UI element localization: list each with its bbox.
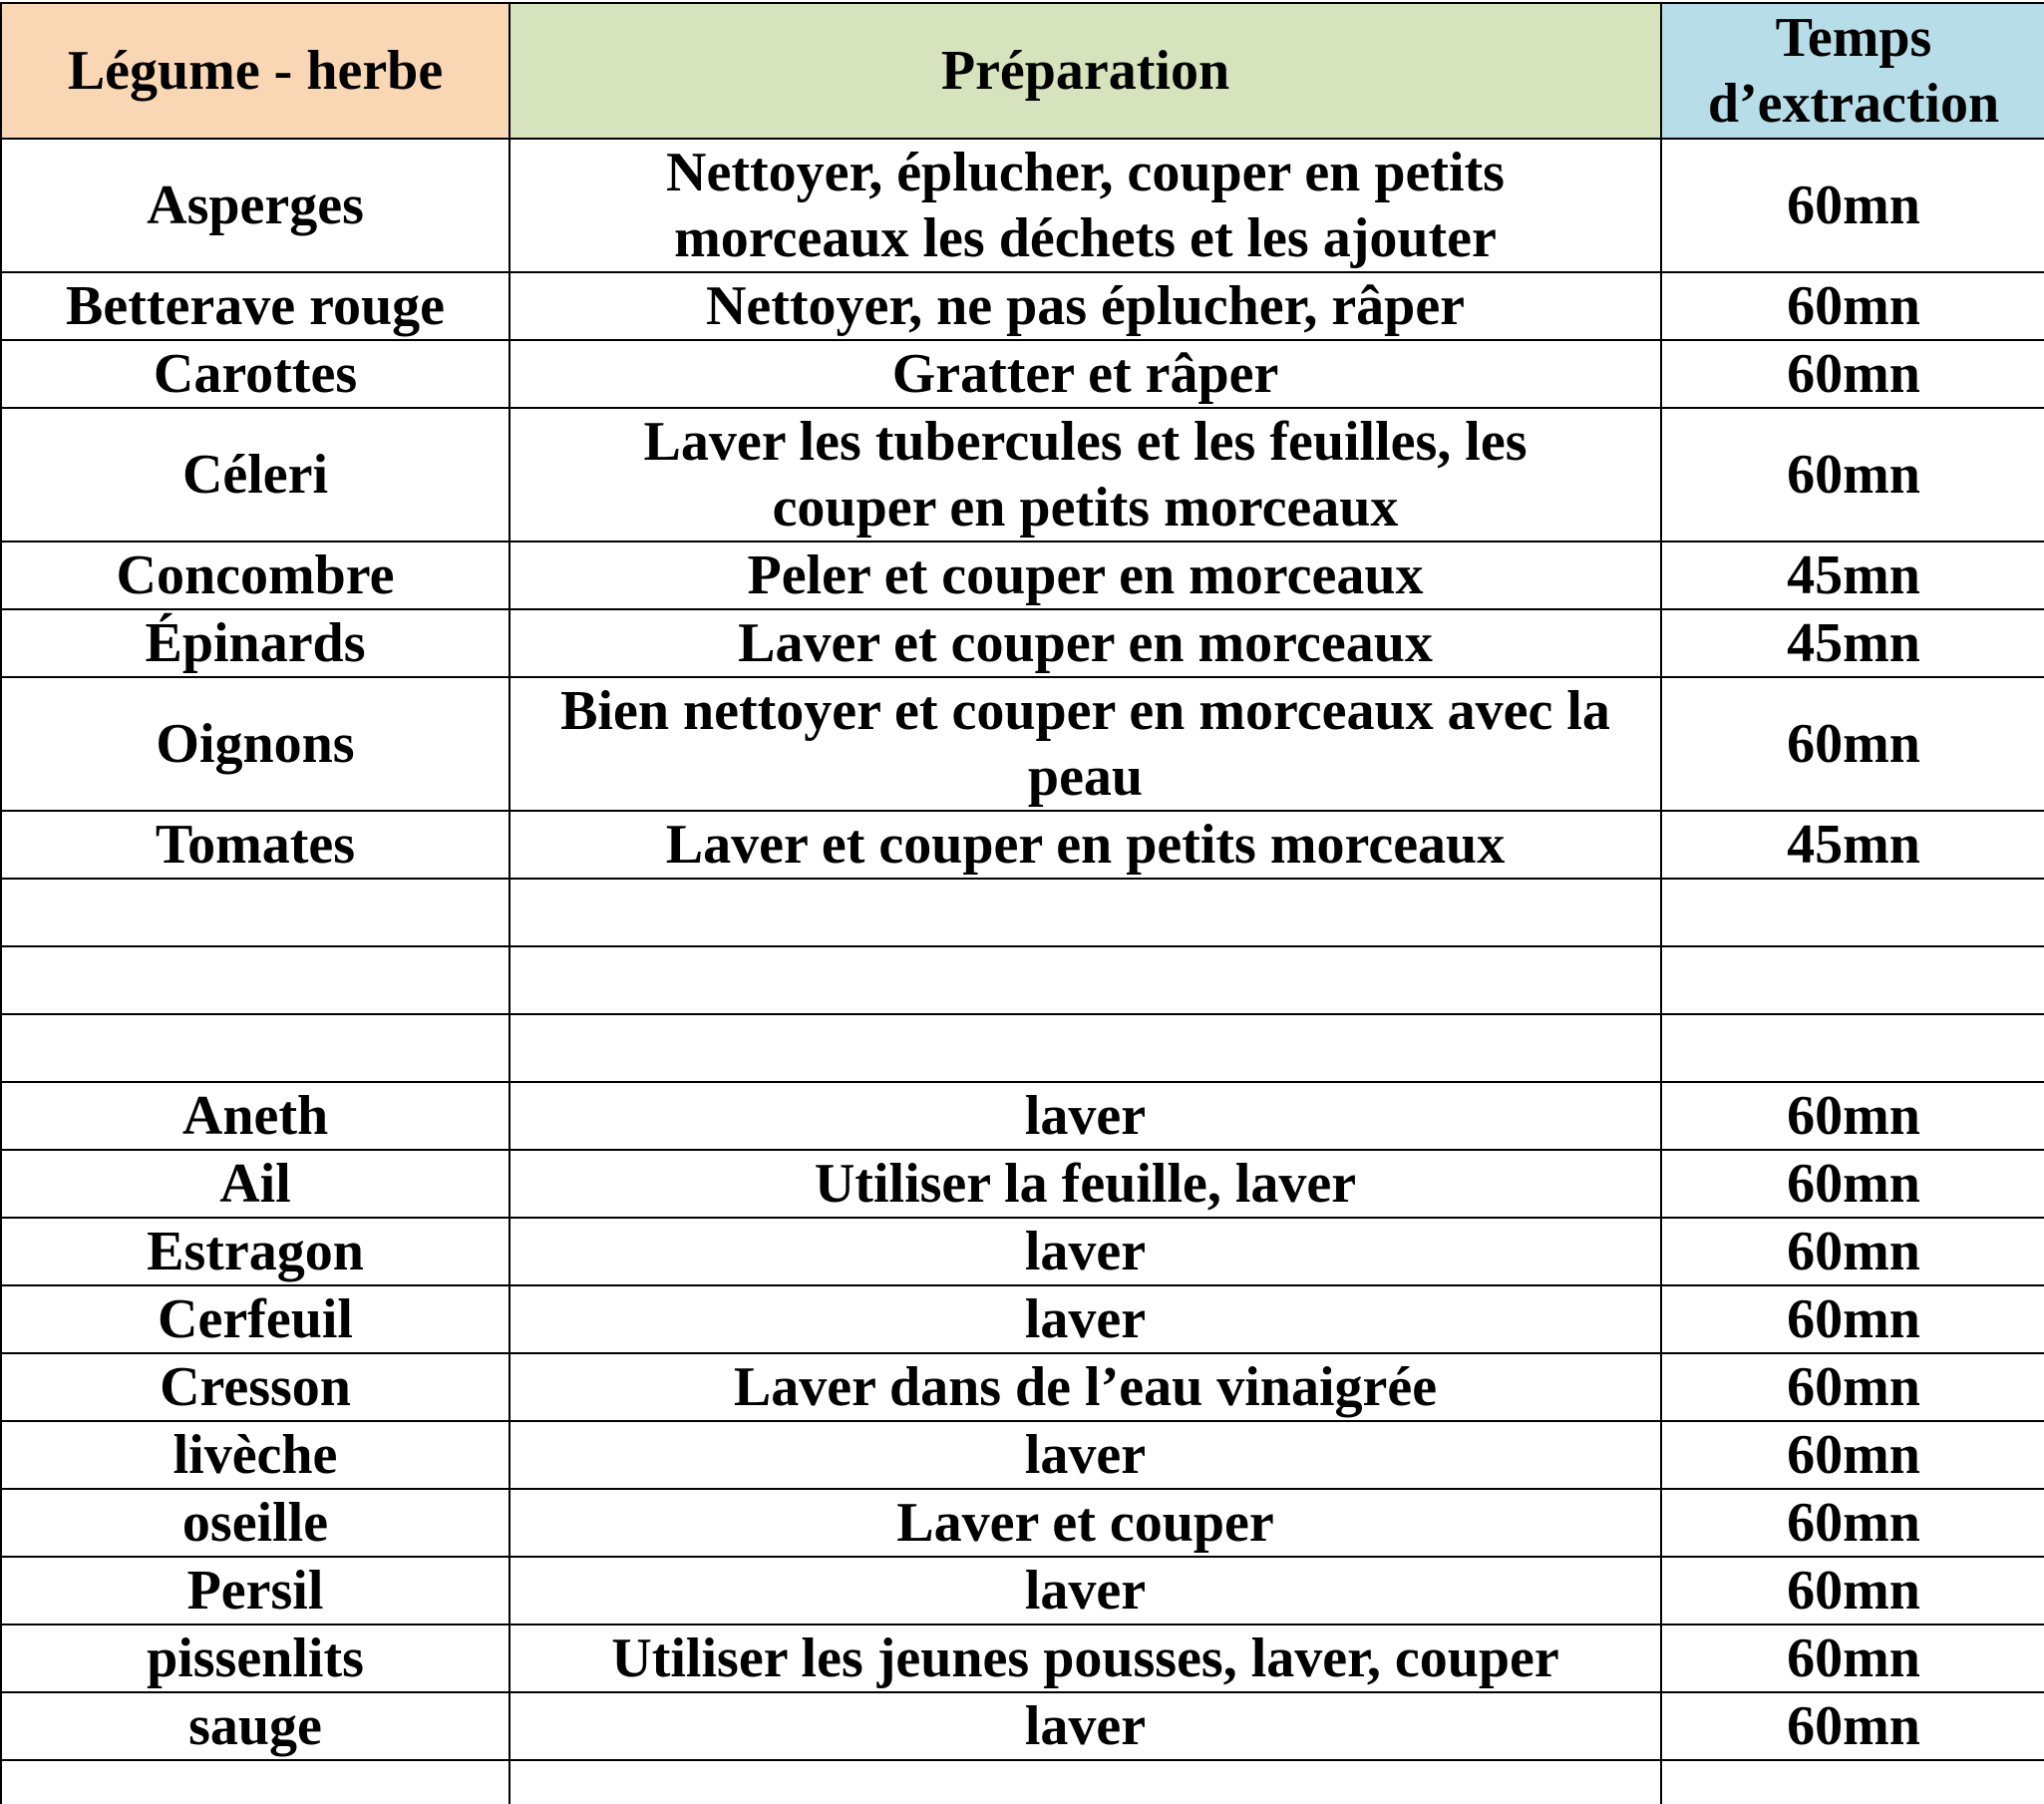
table-row [1, 811, 2044, 879]
table-row [1, 1218, 2044, 1285]
preparation-line1: Nettoyer, éplucher, couper en petits [666, 142, 1505, 203]
vegetable-name: Concombre [1, 541, 510, 609]
herb-name: Cresson [1, 1353, 510, 1421]
table-row [1, 1557, 2044, 1624]
table-header [1, 3, 2044, 139]
table-row [1, 1285, 2044, 1353]
preparation-line2: couper en petits morceaux [772, 477, 1399, 539]
table-row [1, 1353, 2044, 1421]
extraction-time: 60mn [1661, 1218, 2044, 1285]
preparation-cell: Peler et couper en morceaux [510, 541, 1661, 609]
herb-name: sauge [1, 1692, 510, 1760]
preparation-cell: Gratter et râper [510, 340, 1661, 408]
extraction-time: 60mn [1661, 1150, 2044, 1218]
vegetable-name: Céleri [1, 408, 510, 541]
preparation-line2: morceaux les déchets et les ajouter [674, 207, 1497, 269]
extraction-time: 60mn [1661, 1624, 2044, 1692]
vegetable-name: Betterave rouge [1, 272, 510, 340]
preparation-cell: laver [510, 1421, 1661, 1489]
header-row [1, 3, 2044, 139]
table-row [1, 1421, 2044, 1489]
empty-cell [510, 1014, 1661, 1082]
empty-row [1, 1760, 2044, 1804]
extraction-time-table [0, 2, 2044, 1804]
extraction-time: 60mn [1661, 1557, 2044, 1624]
table-row [1, 1150, 2044, 1218]
herb-name: Persil [1, 1557, 510, 1624]
preparation-cell: Utiliser la feuille, laver [510, 1150, 1661, 1218]
vegetable-name: Oignons [1, 677, 510, 811]
preparation-cell: laver [510, 1692, 1661, 1760]
herb-name: oseille [1, 1489, 510, 1557]
extraction-time: 60mn [1661, 1692, 2044, 1760]
extraction-time: 45mn [1661, 609, 2044, 677]
extraction-time: 60mn [1661, 272, 2044, 340]
table-row [1, 1692, 2044, 1760]
preparation-cell: laver [510, 1082, 1661, 1150]
preparation-cell [510, 408, 1661, 541]
extraction-time: 60mn [1661, 340, 2044, 408]
extraction-time: 60mn [1661, 677, 2044, 811]
preparation-cell: Utiliser les jeunes pousses, laver, couper [510, 1624, 1661, 1692]
table-row [1, 1624, 2044, 1692]
empty-row [1, 1014, 2044, 1082]
table-body [1, 139, 2044, 1804]
empty-cell [1661, 1760, 2044, 1804]
empty-cell [510, 879, 1661, 946]
table-row [1, 677, 2044, 811]
table-row [1, 541, 2044, 609]
preparation-cell: Nettoyer, ne pas éplucher, râper [510, 272, 1661, 340]
preparation-cell [510, 139, 1661, 272]
table-row [1, 1489, 2044, 1557]
empty-cell [1, 1014, 510, 1082]
header-time-line1: Temps [1775, 7, 1932, 69]
table-row [1, 1082, 2044, 1150]
empty-cell [510, 1760, 1661, 1804]
table-row [1, 139, 2044, 272]
header-vegetable: Légume - herbe [1, 3, 510, 139]
preparation-cell: Laver et couper en morceaux [510, 609, 1661, 677]
preparation-cell: laver [510, 1218, 1661, 1285]
extraction-time: 60mn [1661, 139, 2044, 272]
herb-name: livèche [1, 1421, 510, 1489]
vegetable-name: Asperges [1, 139, 510, 272]
vegetable-name: Tomates [1, 811, 510, 879]
empty-cell [510, 946, 1661, 1014]
header-time-line2: d’extraction [1707, 73, 2000, 135]
empty-cell [1661, 946, 2044, 1014]
header-extraction-time [1661, 3, 2044, 139]
herb-name: Cerfeuil [1, 1285, 510, 1353]
extraction-time: 60mn [1661, 1489, 2044, 1557]
preparation-line1: Laver les tubercules et les feuilles, les [643, 411, 1528, 473]
extraction-time: 60mn [1661, 1421, 2044, 1489]
extraction-time: 60mn [1661, 1353, 2044, 1421]
empty-row [1, 879, 2044, 946]
table-row [1, 609, 2044, 677]
extraction-time: 45mn [1661, 541, 2044, 609]
preparation-cell [510, 677, 1661, 811]
preparation-cell: Laver dans de l’eau vinaigrée [510, 1353, 1661, 1421]
preparation-cell: Laver et couper en petits morceaux [510, 811, 1661, 879]
vegetable-name: Carottes [1, 340, 510, 408]
empty-row [1, 946, 2044, 1014]
herb-name: pissenlits [1, 1624, 510, 1692]
empty-cell [1661, 879, 2044, 946]
preparation-line1: Bien nettoyer et couper en morceaux avec la [560, 680, 1610, 742]
herb-name: Aneth [1, 1082, 510, 1150]
extraction-time: 60mn [1661, 1285, 2044, 1353]
vegetable-name: Épinards [1, 609, 510, 677]
preparation-cell: Laver et couper [510, 1489, 1661, 1557]
extraction-time: 60mn [1661, 1082, 2044, 1150]
herb-name: Estragon [1, 1218, 510, 1285]
empty-cell [1, 946, 510, 1014]
table-row [1, 340, 2044, 408]
preparation-line2: peau [1027, 746, 1144, 808]
table-row [1, 408, 2044, 541]
table-row [1, 272, 2044, 340]
herb-name: Ail [1, 1150, 510, 1218]
empty-cell [1, 879, 510, 946]
extraction-time: 45mn [1661, 811, 2044, 879]
preparation-cell: laver [510, 1285, 1661, 1353]
empty-cell [1661, 1014, 2044, 1082]
preparation-cell: laver [510, 1557, 1661, 1624]
header-preparation: Préparation [510, 3, 1661, 139]
empty-cell [1, 1760, 510, 1804]
extraction-time: 60mn [1661, 408, 2044, 541]
